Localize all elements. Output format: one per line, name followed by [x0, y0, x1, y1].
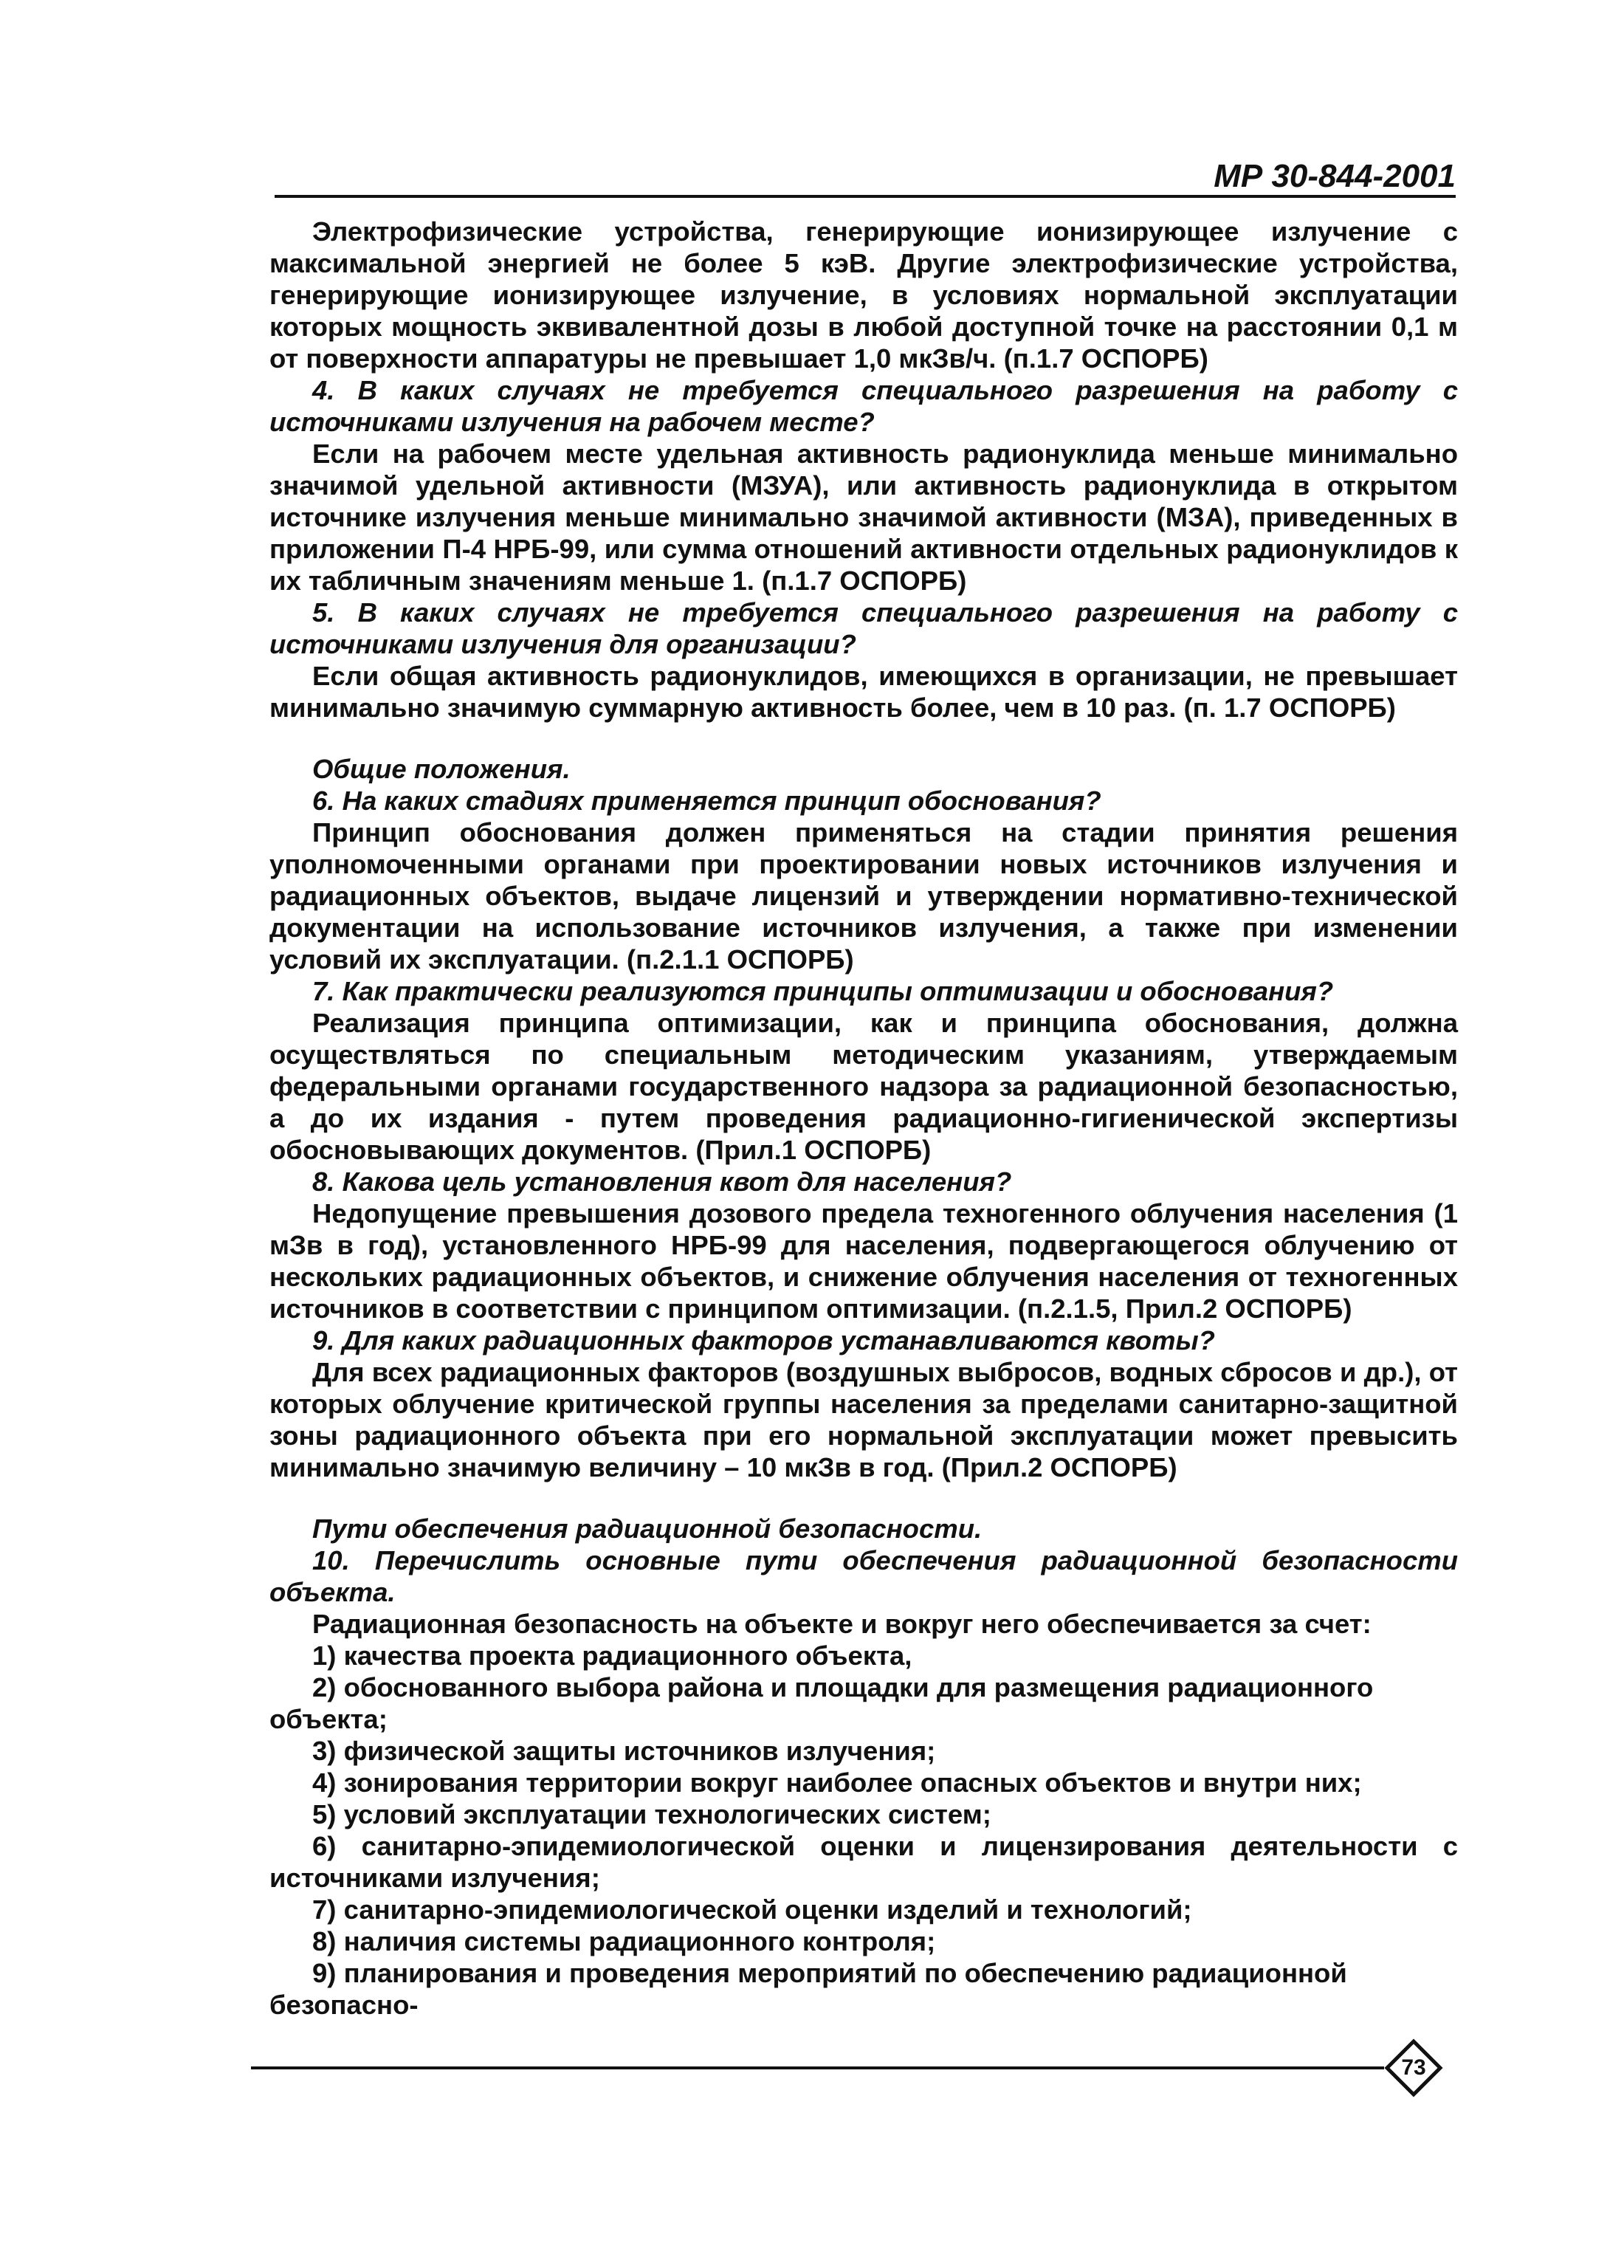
- question-9: 9. Для каких радиационных факторов устанавливаются квоты?: [312, 1325, 1215, 1355]
- section-heading-general: Общие положения.: [312, 754, 571, 784]
- list-item: 2) обоснованного выбора района и площадки для размещения радиационного объекта;: [269, 1672, 1374, 1734]
- paragraph: Электрофизические устройства, генерирующие ионизирующее излучение с максимальной энергией не более 5 кэВ. Другие электрофизические устройства, генерирующие ионизирующее излучение, в условиях нормальной эксплуатации которых мощность эквивалентной дозы в любой доступной точке на расстоянии 0,1 м от поверхности аппаратуры не превышает 1,0 мкЗв/ч. (п.1.7 ОСПОРБ): [269, 216, 1458, 374]
- page-number-badge: [1384, 2038, 1443, 2097]
- section-heading-safety: Пути обеспечения радиационной безопасности.: [312, 1513, 983, 1544]
- list-item: 7) санитарно-эпидемиологической оценки изделий и технологий;: [312, 1894, 1192, 1925]
- list-item: 4) зонирования территории вокруг наиболее опасных объектов и внутри них;: [312, 1767, 1362, 1798]
- header-rule: [275, 195, 1456, 198]
- question-5: 5. В каких случаях не требуется специального разрешения на работу с источниками излучения для организации?: [269, 597, 1458, 659]
- question-7: 7. Как практически реализуются принципы оптимизации и обоснования?: [312, 976, 1334, 1006]
- list-item: 9) планирования и проведения мероприятий по обеспечению радиационной безопасно-: [269, 1958, 1347, 2020]
- list-item: 6) санитарно-эпидемиологической оценки и лицензирования деятельности с источниками излучения;: [269, 1831, 1458, 1893]
- answer-8: Недопущение превышения дозового предела техногенного облучения населения (1 мЗв в год), установленного НРБ-99 для населения, подвергающегося облучению от нескольких радиационных объектов, и снижение облучения населения от техногенных источников в соответствии с принципом оптимизации. (п.2.1.5, Прил.2 ОСПОРБ): [269, 1198, 1458, 1324]
- list-item: 5) условий эксплуатации технологических систем;: [312, 1799, 991, 1829]
- answer-10-intro: Радиационная безопасность на объекте и вокруг него обеспечивается за счет:: [312, 1609, 1372, 1639]
- page-number: 73: [1401, 2055, 1426, 2080]
- list-item: 3) физической защиты источников излучения;: [312, 1736, 936, 1766]
- footer-rule: [251, 2066, 1384, 2069]
- list-item: 8) наличия системы радиационного контроля;: [312, 1926, 936, 1956]
- answer-5: Если общая активность радионуклидов, имеющихся в организации, не превышает минимально значимую суммарную активность более, чем в 10 раз. (п. 1.7 ОСПОРБ): [269, 661, 1458, 723]
- question-10: 10. Перечислить основные пути обеспечения радиационной безопасности объекта.: [269, 1545, 1458, 1607]
- question-8: 8. Какова цель установления квот для населения?: [312, 1166, 1012, 1197]
- document-code: МР 30-844-2001: [1214, 158, 1456, 194]
- answer-6: Принцип обоснования должен применяться на стадии принятия решения уполномоченными органами при проектировании новых источников излучения и радиационных объектов, выдаче лицензий и утверждении нормативно-технической документации на использование источников излучения, а также при изменении условий их эксплуатации. (п.2.1.1 ОСПОРБ): [269, 817, 1458, 975]
- question-4: 4. В каких случаях не требуется специального разрешения на работу с источниками излучения на рабочем месте?: [269, 375, 1458, 437]
- page-body: [269, 216, 1458, 2021]
- question-6: 6. На каких стадиях применяется принцип обоснования?: [312, 786, 1101, 816]
- answer-9: Для всех радиационных факторов (воздушных выбросов, водных сбросов и др.), от которых облучение критической группы населения за пределами санитарно-защитной зоны радиационного объекта при его нормальной эксплуатации может превысить минимально значимую величину – 10 мкЗв в год. (Прил.2 ОСПОРБ): [269, 1357, 1458, 1482]
- list-item: 1) качества проекта радиационного объекта,: [312, 1640, 912, 1671]
- answer-7: Реализация принципа оптимизации, как и принципа обоснования, должна осуществляться по специальным методическим указаниям, утверждаемым федеральными органами государственного надзора за радиационной безопасностью, а до их издания - путем проведения радиационно-гигиенической экспертизы обосновывающих документов. (Прил.1 ОСПОРБ): [269, 1008, 1458, 1165]
- answer-4: Если на рабочем месте удельная активность радионуклида меньше минимально значимой удельной активности (МЗУА), или активность радионуклида в открытом источнике излучения меньше минимально значимой активности (МЗА), приведенных в приложении П-4 НРБ-99, или сумма отношений активности отдельных радионуклидов к их табличным значениям меньше 1. (п.1.7 ОСПОРБ): [269, 439, 1458, 596]
